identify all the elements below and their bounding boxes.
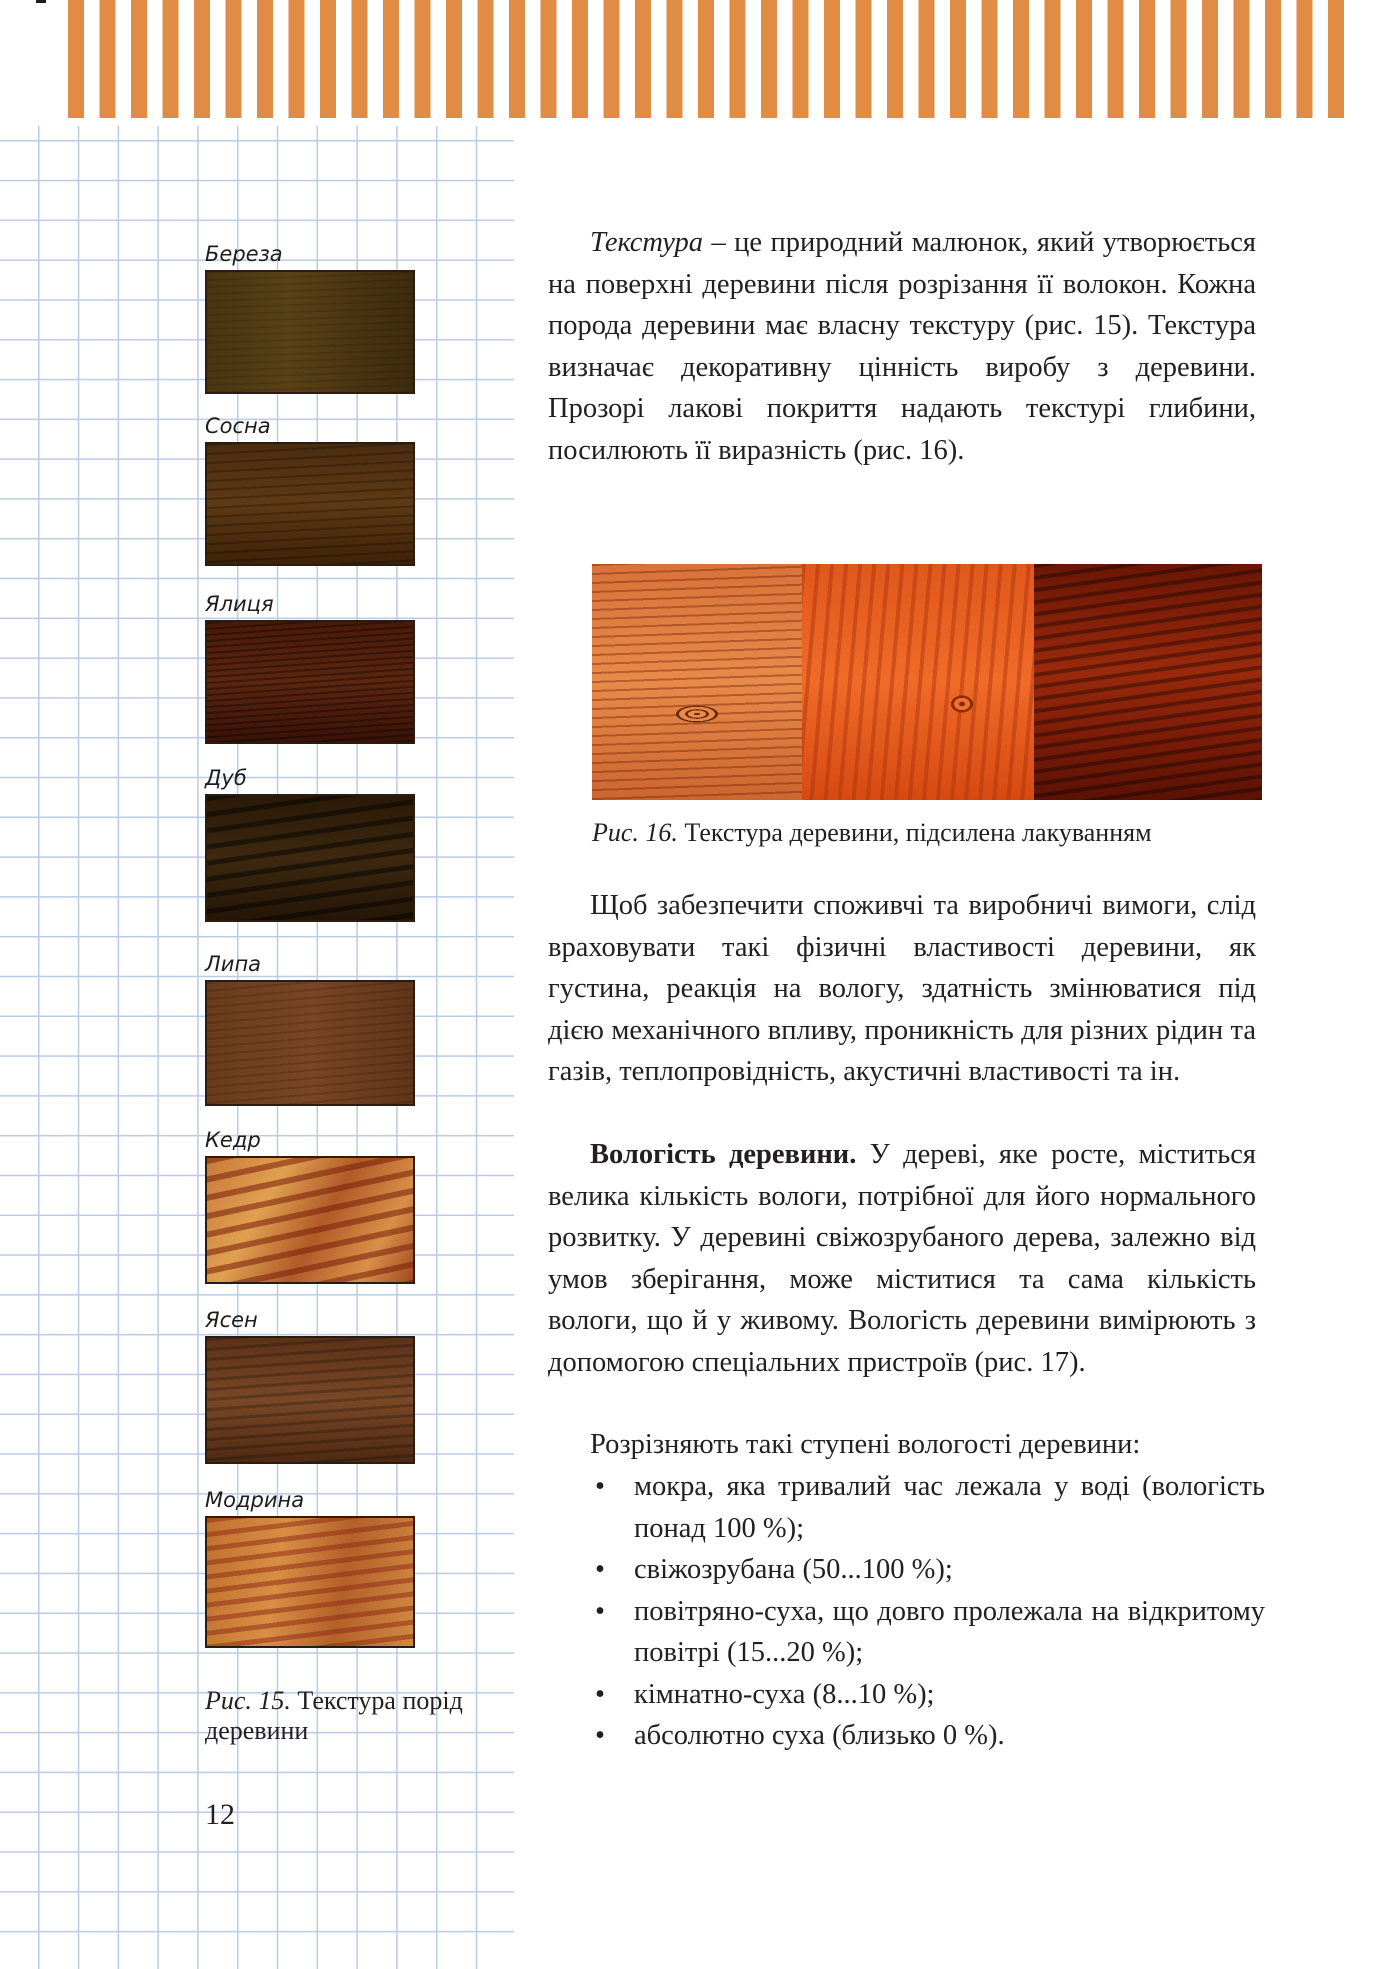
species-dub xyxy=(205,762,420,922)
species-label: Кедр xyxy=(205,1128,261,1152)
wood-texture-swatch xyxy=(205,1516,415,1648)
paragraph-text: У дереві, яке росте, міститься велика кількість вологи, потрібної для його нормального розвитку. У деревині свіжозрубаного дерева, залежно від умов зберігання, може міститися та сама кількість вологи, що й у живому. Вологість деревини вимірюють з допомогою спеціальних пристроїв (рис. 17). xyxy=(548,1139,1256,1378)
corner-mark xyxy=(0,0,60,8)
paragraph-text: Щоб забезпечити споживчі та виробничі вимоги, слід враховувати такі фізичні властивості деревини, як густина, реакція на вологу, здатність змінюватися під дією механічного впливу, проникність для різних рідин та газів, теплопровідність, акустичні властивості та ін. xyxy=(548,890,1256,1087)
species-yalytsia xyxy=(205,588,420,744)
wood-texture-swatch xyxy=(205,270,415,394)
species-lypa xyxy=(205,948,420,1106)
species-kedr xyxy=(205,1124,420,1284)
varnished-wood-sample xyxy=(802,564,1034,800)
list-item: • мокра, яка тривалий час лежала у воді (вологість понад 100 %); xyxy=(595,1466,1265,1549)
varnished-wood-sample xyxy=(1034,564,1262,800)
wood-texture-swatch xyxy=(205,620,415,744)
species-label: Липа xyxy=(205,952,262,976)
figure-15-caption xyxy=(205,1686,465,1746)
list-item: • абсолютно суха (близько 0 %). xyxy=(595,1715,1265,1757)
list-item: • повітряно-суха, що довго пролежала на відкритому повітрі (15...20 %); xyxy=(595,1591,1265,1674)
paragraph-moisture xyxy=(548,1134,1256,1383)
species-label: Сосна xyxy=(205,414,271,438)
figure-caption-text: Текстура деревини, підсилена лакуванням xyxy=(677,818,1152,847)
figure-16-caption xyxy=(592,816,1152,850)
page-number: 12 xyxy=(205,1798,235,1831)
figure-ref: Рис. 15. xyxy=(205,1686,291,1715)
wood-texture-swatch xyxy=(205,1156,415,1284)
wood-texture-swatch xyxy=(205,442,415,566)
list-item: • кімнатно-суха (8...10 %); xyxy=(595,1674,1265,1716)
species-yasen xyxy=(205,1304,420,1464)
species-label: Ялиця xyxy=(205,592,274,616)
moisture-levels-list xyxy=(595,1466,1265,1757)
paragraph-text: Розрізняють такі ступені вологості деревини: xyxy=(590,1429,1141,1460)
term-texture: Текстура xyxy=(590,227,704,258)
wood-texture-swatch xyxy=(205,1336,415,1464)
top-stripe-decoration xyxy=(68,0,1350,118)
figure-16-image xyxy=(592,564,1262,800)
species-bereza xyxy=(205,238,420,394)
species-label: Дуб xyxy=(205,766,247,790)
species-modryna xyxy=(205,1484,420,1648)
species-label: Модрина xyxy=(205,1488,305,1512)
species-sosna xyxy=(205,410,420,566)
figure-caption-text: Текстура порід деревини xyxy=(205,1686,463,1745)
paragraph-moisture-levels-intro xyxy=(548,1424,1256,1466)
wood-texture-swatch xyxy=(205,794,415,922)
list-item: • свіжозрубана (50...100 %); xyxy=(595,1549,1265,1591)
paragraph-properties xyxy=(548,885,1256,1093)
paragraph-text: – це природний малюнок, який утворюється на поверхні деревини після розрізання її волокон. Кожна порода деревини має власну текстуру (рис. 15). Текстура визначає декоративну цінність виробу з деревини. Прозорі лакові покриття надають текстурі глибини, посилюють її виразність (рис. 16). xyxy=(548,227,1256,466)
wood-texture-swatch xyxy=(205,980,415,1106)
term-moisture: Вологість деревини. xyxy=(590,1139,857,1170)
species-label: Береза xyxy=(205,242,283,266)
varnished-wood-sample xyxy=(592,564,802,800)
species-label: Ясен xyxy=(205,1308,258,1332)
figure-ref: Рис. 16. xyxy=(592,818,678,847)
paragraph-texture xyxy=(548,222,1256,471)
